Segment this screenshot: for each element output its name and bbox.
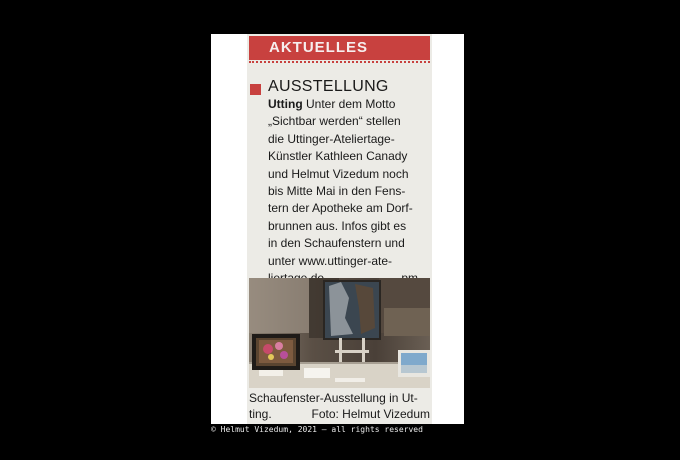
copyright-notice: © Helmut Vizedum, 2021 – all rights reserved [211,425,423,434]
article-line: brunnen aus. Infos gibt es [268,218,407,233]
section-header-banner [249,36,430,60]
caption-line-2: ting. Foto: Helmut Vizedum [249,407,430,421]
red-square-bullet [250,84,261,95]
article-line: bis Mitte Mai in den Fens- [268,184,406,199]
article-heading: AUSSTELLUNG [268,78,389,95]
article-line: in den Schaufenstern und [268,236,405,251]
photo-credit: Foto: Helmut Vizedum [311,407,430,421]
article-line: und Helmut Vizedum noch [268,166,409,181]
article-line: Künstler Kathleen Canady [268,149,408,164]
article-body [268,96,430,287]
article-line: die Uttinger-Ateliertage- [268,131,395,146]
shop-window-photo [249,278,430,388]
shop-window-photo-image [249,278,430,388]
article-line: Utting Unter dem Motto [268,97,396,111]
article-line: „Sichtbar werden“ stellen [268,114,401,129]
section-header-label: AKTUELLES [269,39,368,56]
article-line: tern der Apotheke am Dorf- [268,201,413,216]
newspaper-clipping [247,34,432,424]
article-place: Utting [268,97,303,111]
photo-caption [249,390,431,422]
dotted-divider [249,61,430,63]
caption-line-1: Schaufenster-Ausstellung in Ut- [249,391,418,405]
article-line: unter www.uttinger-ate- [268,253,393,268]
